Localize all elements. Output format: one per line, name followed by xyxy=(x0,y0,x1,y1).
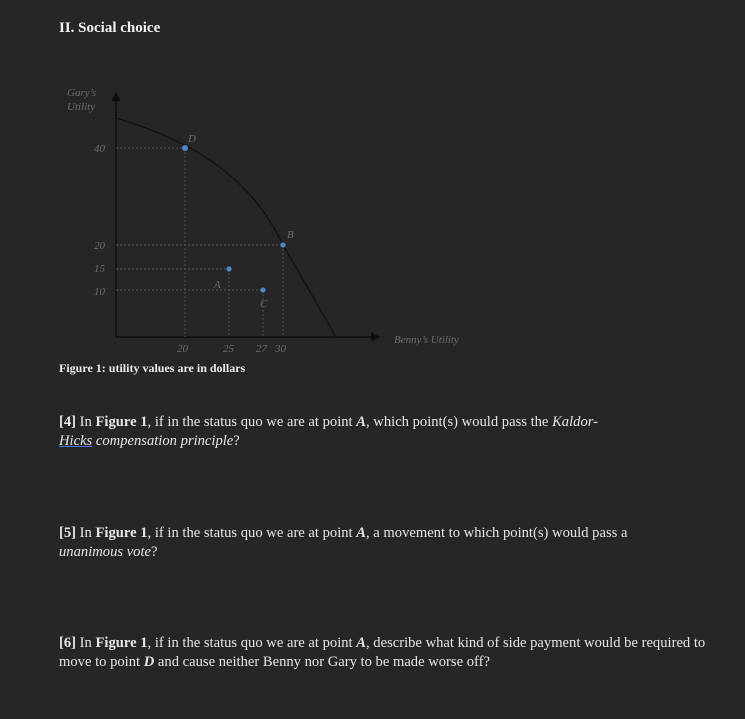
point-a-label: A xyxy=(214,279,221,291)
q5-point: A xyxy=(356,525,366,541)
q6-number: [6] xyxy=(59,635,77,651)
y-tick-20: 20 xyxy=(94,240,105,252)
q5-term: unanimous vote xyxy=(59,544,152,560)
y-tick-15: 15 xyxy=(94,263,105,275)
q6-text4: and cause neither Benny nor Gary to be made worse off? xyxy=(154,654,490,670)
q5-end: ? xyxy=(151,544,158,560)
q4-number: [4] xyxy=(59,414,77,430)
q5-text2: , if in the status quo we are at point xyxy=(147,525,357,541)
figure-caption: Figure 1: utility values are in dollars xyxy=(59,361,246,375)
question-4 xyxy=(59,413,709,451)
guide-lines xyxy=(116,148,283,337)
y-tick-40: 40 xyxy=(94,143,105,155)
point-d-marker xyxy=(182,145,188,151)
utility-frontier-curve xyxy=(116,118,336,337)
y-axis-label-line1: Gary’s xyxy=(67,87,97,99)
point-b-marker xyxy=(280,242,285,247)
point-c-marker xyxy=(260,287,265,292)
q4-term1: Kaldor- xyxy=(552,414,598,430)
point-c-label: C xyxy=(260,298,268,310)
q5-figure-ref: Figure 1 xyxy=(95,525,148,541)
q6-text2: , if in the status quo we are at point xyxy=(147,635,357,651)
y-tick-10: 10 xyxy=(94,286,105,298)
x-tick-25: 25 xyxy=(223,343,234,355)
q4-figure-ref: Figure 1 xyxy=(95,414,148,430)
q5-number: [5] xyxy=(59,525,77,541)
x-tick-20: 20 xyxy=(177,343,188,355)
point-a-marker xyxy=(226,266,231,271)
q6-point2: D xyxy=(143,654,155,670)
question-6 xyxy=(59,634,709,672)
q6-text3: , describe what kind of side payment would be required to move to point xyxy=(59,635,706,670)
section-title: II. Social choice xyxy=(59,20,161,36)
point-d-label: D xyxy=(188,133,196,145)
q6-text1: In xyxy=(76,635,96,651)
q6-point: A xyxy=(356,635,366,651)
q5-text3: , a movement to which point(s) would pass a xyxy=(366,525,628,541)
q4-term3: compensation principle xyxy=(92,433,234,449)
q4-text1: In xyxy=(76,414,96,430)
x-axis-label: Benny’s Utility xyxy=(394,334,459,346)
question-5 xyxy=(59,524,709,562)
q4-text2: , if in the status quo we are at point xyxy=(147,414,357,430)
q4-point: A xyxy=(356,414,366,430)
q4-end: ? xyxy=(233,433,240,449)
x-tick-30: 30 xyxy=(275,343,286,355)
point-b-label: B xyxy=(287,229,294,241)
q4-text3: , which point(s) would pass the xyxy=(366,414,553,430)
q4-term2: Hicks xyxy=(59,433,93,449)
y-axis-label-line2: Utility xyxy=(67,101,96,113)
x-tick-27: 27 xyxy=(256,343,267,355)
q5-text1: In xyxy=(76,525,96,541)
q6-figure-ref: Figure 1 xyxy=(95,635,148,651)
